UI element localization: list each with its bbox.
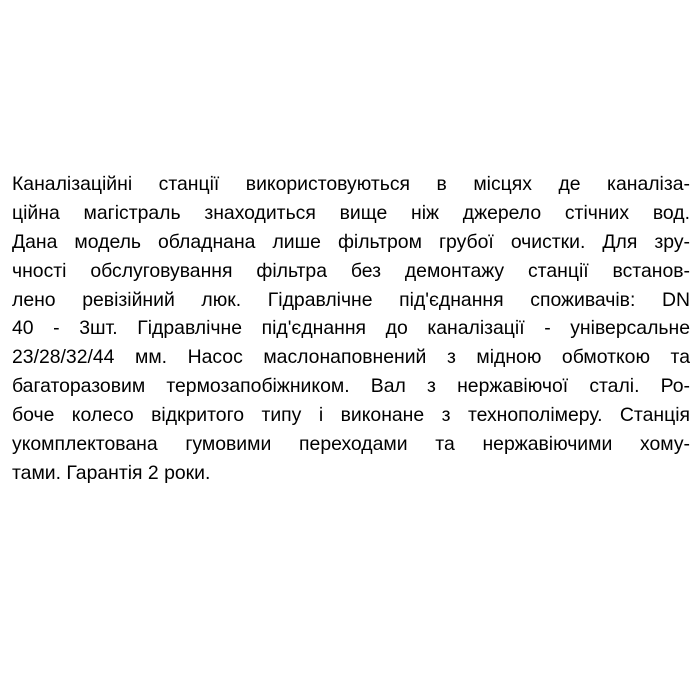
product-description-text [12,170,690,488]
description-line-8: багаторазовим термозапобіжником. Вал з нержавіючої сталі. Ро- [12,375,690,398]
description-line-10: укомплектована гумовими переходами та нержавіючими хому- [12,433,690,456]
description-line-4: чності обслуговування фільтра без демонтажу станції встанов- [12,259,690,282]
description-line-11: тами. Гарантія 2 роки. [12,461,211,484]
description-line-1: Каналізаційні станції використовуються в місцях де каналіза- [12,173,690,195]
description-line-9: боче колесо відкритого типу і виконане з технополімеру. Станція [12,404,690,427]
description-line-6: 40 - 3шт. Гідравлічне під'єднання до каналізації - універсальне [12,317,690,340]
description-line-5: лено ревізійний люк. Гідравлічне під'єднання споживачів: DN [12,288,690,311]
description-line-2: ційна магістраль знаходиться вище ніж джерело стічних вод. [12,201,690,224]
description-line-3: Дана модель обладнана лише фільтром грубої очистки. Для зру- [12,230,690,253]
description-line-7: 23/28/32/44 мм. Насос маслонаповнений з мідною обмоткою та [12,346,690,369]
